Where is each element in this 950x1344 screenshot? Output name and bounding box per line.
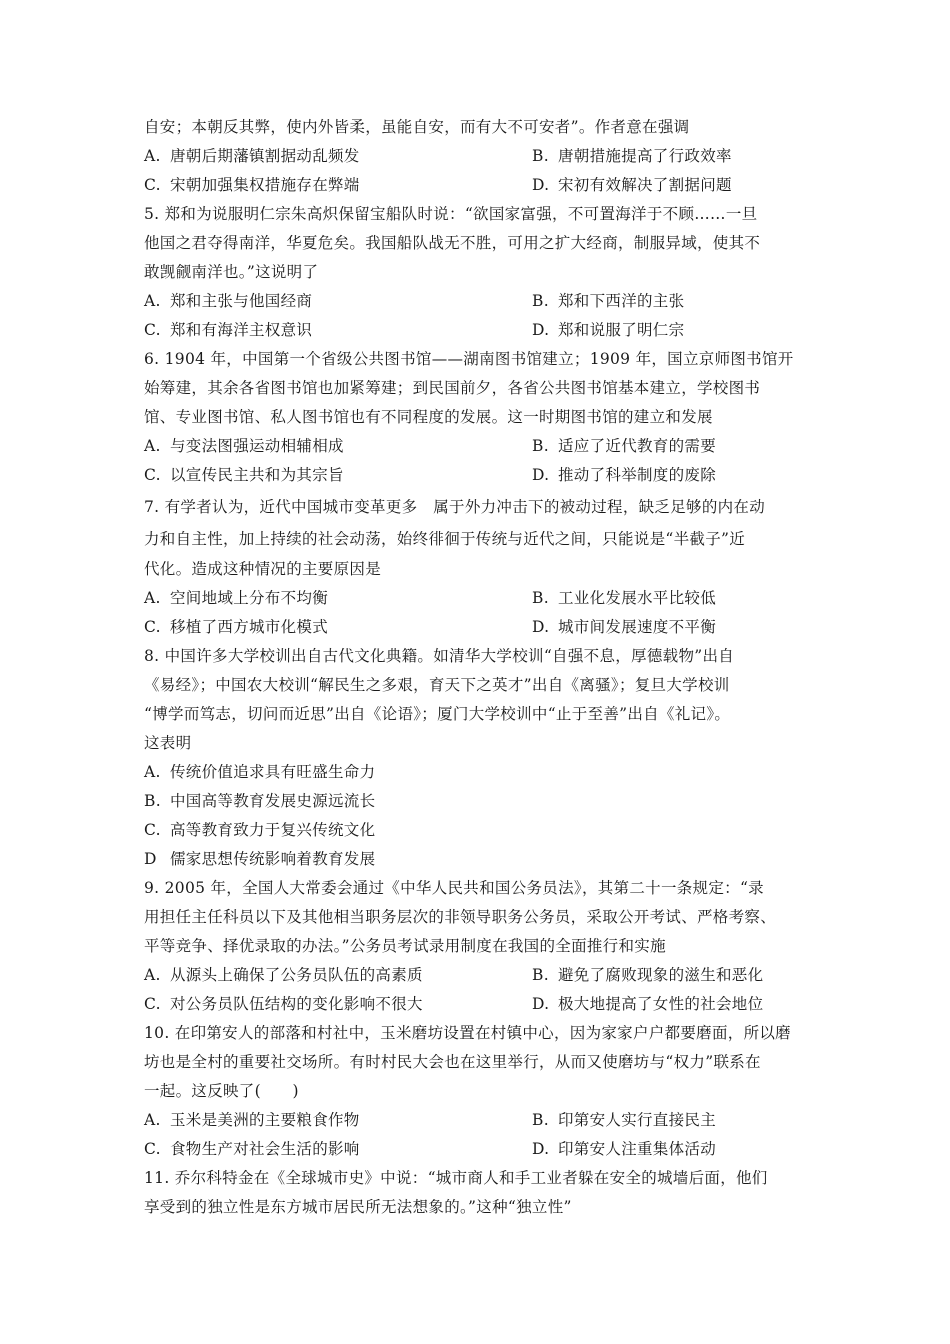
q7-stem-line: 7. 有学者认为，近代中国城市变革更多 属于外力冲击下的被动过程，缺乏足够的内在动 bbox=[144, 498, 766, 516]
q8-stem-line: 8. 中国许多大学校训出自古代文化典籍。如清华大学校训“自强不息，厚德载物”出自 bbox=[144, 647, 735, 665]
q6-stem-line: 6. 1904 年，中国第一个省级公共图书馆——湖南图书馆建立；1909 年，国立京师图书馆开 bbox=[144, 350, 794, 368]
option-label: A. bbox=[144, 966, 161, 984]
q8-stem-line: 《易经》；中国农大校训“解民生之多艰，育天下之英才”出自《离骚》；复旦大学校训 bbox=[144, 676, 730, 694]
option-text: 工业化发展水平比较低 bbox=[558, 589, 717, 607]
option-text: 玉米是美洲的主要粮食作物 bbox=[170, 1111, 360, 1129]
option-label: A. bbox=[144, 589, 161, 607]
q9-stem-line: 平等竞争、择优录取的办法。”公务员考试录用制度在我国的全面推行和实施 bbox=[144, 937, 666, 955]
q9-stem-line: 9. 2005 年，全国人大常委会通过《中华人民共和国公务员法》，其第二十一条规定：“录 bbox=[144, 879, 764, 897]
q5-stem-line: 他国之君夺得南洋，华夏危矣。我国船队战无不胜，可用之扩大经商，制服异域，使其不 bbox=[144, 234, 761, 252]
q4-stem-line: 自安；本朝反其弊，使内外皆柔，虽能自安，而有大不可安者”。作者意在强调 bbox=[144, 118, 690, 136]
q10-option-a[interactable] bbox=[144, 1109, 360, 1131]
q4-option-a[interactable] bbox=[144, 145, 360, 167]
q10-stem-line: 坊也是全村的重要社交场所。有时村民大会也在这里举行，从而又使磨坊与“权力”联系在 bbox=[144, 1053, 761, 1071]
option-label: C. bbox=[144, 321, 161, 339]
option-text: 唐朝后期藩镇割据动乱频发 bbox=[170, 147, 360, 165]
q6-option-a[interactable] bbox=[144, 435, 344, 457]
q5-option-a[interactable] bbox=[144, 290, 312, 312]
option-text: 印第安人实行直接民主 bbox=[558, 1111, 717, 1129]
q6-stem-line: 始筹建，其余各省图书馆也加紧筹建；到民国前夕，各省公共图书馆基本建立，学校图书 bbox=[144, 379, 761, 397]
q8-option-c[interactable] bbox=[144, 819, 375, 841]
q7-stem-line: 力和自主性，加上持续的社会动荡，始终徘徊于传统与近代之间，只能说是“半截子”近 bbox=[144, 530, 746, 548]
q9-option-d[interactable] bbox=[532, 993, 763, 1015]
option-text: 避免了腐败现象的滋生和恶化 bbox=[558, 966, 764, 984]
q4-option-b[interactable] bbox=[532, 145, 732, 167]
q10-option-b[interactable] bbox=[532, 1109, 716, 1131]
option-label: B. bbox=[532, 966, 549, 984]
option-text: 郑和有海洋主权意识 bbox=[170, 321, 313, 339]
option-label: D. bbox=[532, 176, 550, 194]
option-label: B. bbox=[144, 792, 161, 810]
option-text: 移植了西方城市化模式 bbox=[170, 618, 329, 636]
option-label: C. bbox=[144, 176, 161, 194]
q10-stem-line: 一起。这反映了( ) bbox=[144, 1082, 299, 1100]
q6-option-c[interactable] bbox=[144, 464, 344, 486]
q8-option-a[interactable] bbox=[144, 761, 375, 783]
option-text: 对公务员队伍结构的变化影响不很大 bbox=[170, 995, 423, 1013]
q4-option-c[interactable] bbox=[144, 174, 360, 196]
option-label: D. bbox=[532, 1140, 550, 1158]
option-label: D bbox=[144, 850, 157, 868]
option-label: A. bbox=[144, 763, 161, 781]
option-text: 推动了科举制度的废除 bbox=[558, 466, 717, 484]
option-label: A. bbox=[144, 437, 161, 455]
option-text: 食物生产对社会生活的影响 bbox=[170, 1140, 360, 1158]
q10-option-d[interactable] bbox=[532, 1138, 716, 1160]
option-text: 郑和下西洋的主张 bbox=[558, 292, 685, 310]
q8-stem-line: 这表明 bbox=[144, 734, 192, 752]
option-text: 空间地域上分布不均衡 bbox=[170, 589, 329, 607]
option-label: C. bbox=[144, 466, 161, 484]
q5-option-b[interactable] bbox=[532, 290, 684, 312]
q5-stem-line: 5. 郑和为说服明仁宗朱高炽保留宝船队时说：“欲国家富强，不可置海洋于不顾……一旦 bbox=[144, 205, 758, 223]
option-label: B. bbox=[532, 292, 549, 310]
option-label: D. bbox=[532, 321, 550, 339]
option-label: D. bbox=[532, 466, 550, 484]
option-label: B. bbox=[532, 589, 549, 607]
option-text: 印第安人注重集体活动 bbox=[558, 1140, 717, 1158]
option-text: 儒家思想传统影响着教育发展 bbox=[170, 850, 376, 868]
q10-option-c[interactable] bbox=[144, 1138, 360, 1160]
option-label: C. bbox=[144, 821, 161, 839]
option-text: 郑和说服了明仁宗 bbox=[558, 321, 685, 339]
q9-option-c[interactable] bbox=[144, 993, 423, 1015]
option-text: 唐朝措施提高了行政效率 bbox=[558, 147, 732, 165]
q11-stem-line: 享受到的独立性是东方城市居民所无法想象的。”这种“独立性” bbox=[144, 1198, 572, 1216]
q8-option-b[interactable] bbox=[144, 790, 375, 812]
q4-option-d[interactable] bbox=[532, 174, 732, 196]
q9-option-b[interactable] bbox=[532, 964, 763, 986]
option-label: A. bbox=[144, 147, 161, 165]
q6-option-b[interactable] bbox=[532, 435, 716, 457]
option-label: B. bbox=[532, 1111, 549, 1129]
option-text: 郑和主张与他国经商 bbox=[170, 292, 313, 310]
q10-stem-line: 10. 在印第安人的部落和村社中，玉米磨坊设置在村镇中心，因为家家户户都要磨面，所以磨 bbox=[144, 1024, 791, 1042]
q6-option-d[interactable] bbox=[532, 464, 716, 486]
option-text: 适应了近代教育的需要 bbox=[558, 437, 717, 455]
option-text: 极大地提高了女性的社会地位 bbox=[558, 995, 764, 1013]
q6-stem-line: 馆、专业图书馆、私人图书馆也有不同程度的发展。这一时期图书馆的建立和发展 bbox=[144, 408, 713, 426]
option-label: A. bbox=[144, 1111, 161, 1129]
option-text: 高等教育致力于复兴传统文化 bbox=[170, 821, 376, 839]
option-text: 城市间发展速度不平衡 bbox=[558, 618, 717, 636]
q5-stem-line: 敢觊觎南洋也。”这说明了 bbox=[144, 263, 319, 281]
option-text: 从源头上确保了公务员队伍的高素质 bbox=[170, 966, 423, 984]
option-text: 中国高等教育发展史源远流长 bbox=[170, 792, 376, 810]
option-label: B. bbox=[532, 147, 549, 165]
option-text: 与变法图强运动相辅相成 bbox=[170, 437, 344, 455]
option-label: C. bbox=[144, 1140, 161, 1158]
q7-option-d[interactable] bbox=[532, 616, 716, 638]
option-label: D. bbox=[532, 618, 550, 636]
option-label: C. bbox=[144, 618, 161, 636]
q5-option-c[interactable] bbox=[144, 319, 312, 341]
q9-stem-line: 用担任主任科员以下及其他相当职务层次的非领导职务公务员，采取公开考试、严格考察、 bbox=[144, 908, 777, 926]
q11-stem-line: 11. 乔尔科特金在《全球城市史》中说：“城市商人和手工业者躲在安全的城墙后面，他们 bbox=[144, 1169, 768, 1187]
q8-stem-line: “博学而笃志，切问而近思”出自《论语》；厦门大学校训中“止于至善”出自《礼记》。 bbox=[144, 705, 731, 723]
option-label: B. bbox=[532, 437, 549, 455]
option-text: 以宣传民主共和为其宗旨 bbox=[170, 466, 344, 484]
q9-option-a[interactable] bbox=[144, 964, 423, 986]
q8-option-d[interactable] bbox=[144, 848, 375, 870]
q7-option-c[interactable] bbox=[144, 616, 328, 638]
q7-stem-line: 代化。造成这种情况的主要原因是 bbox=[144, 560, 382, 578]
option-label: D. bbox=[532, 995, 550, 1013]
option-label: C. bbox=[144, 995, 161, 1013]
option-text: 传统价值追求具有旺盛生命力 bbox=[170, 763, 376, 781]
q7-option-b[interactable] bbox=[532, 587, 716, 609]
option-text: 宋初有效解决了割据问题 bbox=[558, 176, 732, 194]
q5-option-d[interactable] bbox=[532, 319, 684, 341]
option-text: 宋朝加强集权措施存在弊端 bbox=[170, 176, 360, 194]
q7-option-a[interactable] bbox=[144, 587, 328, 609]
option-label: A. bbox=[144, 292, 161, 310]
